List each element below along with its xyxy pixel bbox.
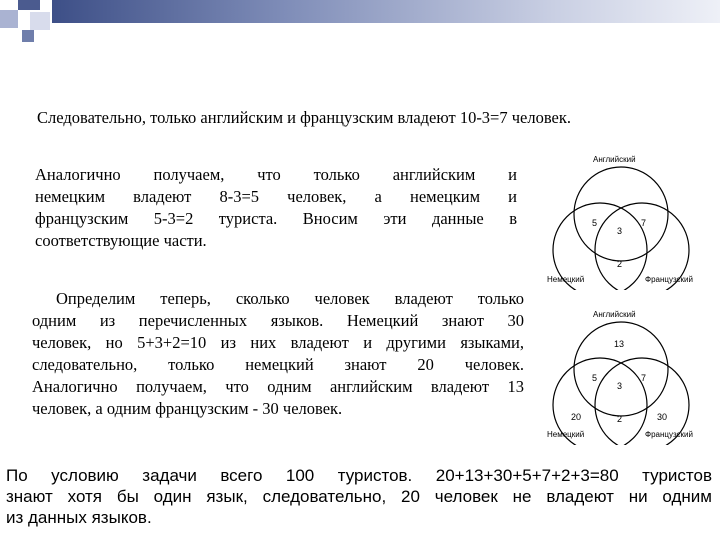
paragraph-english-french: Следовательно, только английским и французским владеют 10-3=7 человек. [37, 108, 572, 127]
text-line: соответствующие части. [35, 231, 207, 250]
label-german: Немецкий [547, 430, 585, 439]
text-line: следовательно, только немецкий знают 20 человек. [32, 355, 524, 374]
text-line: человек, но 5+3+2=10 из них владеют и другими языками, [32, 333, 524, 352]
text-line: Определим теперь, сколько человек владеют только [56, 289, 524, 308]
text-line: Аналогично получаем, что только английским и [35, 165, 517, 184]
value-center: 3 [617, 381, 623, 391]
venn-diagram-1 [545, 150, 715, 290]
header-gradient-bar [52, 0, 720, 23]
value-center: 3 [617, 226, 623, 236]
text-line: из данных языков. [6, 508, 152, 527]
text-line: знают хотя бы один язык, следовательно, 20 человек не владеют ни одним [6, 487, 712, 506]
value-only-ger: 20 [571, 412, 582, 422]
value-eng-fr: 7 [641, 373, 647, 383]
paragraph-single-language [32, 288, 524, 420]
text-line: Аналогично получаем, что одним английским владеют 13 [32, 377, 524, 396]
text-line: немецким владеют 8-3=5 человек, а немецким и [35, 187, 517, 206]
label-english: Английский [593, 310, 636, 319]
decor-square-small [22, 30, 34, 42]
label-french: Французский [645, 275, 693, 284]
text-line: французским 5-3=2 туриста. Вносим эти данные в [35, 209, 517, 228]
paragraph-analogous [35, 164, 517, 252]
decor-square-mid [0, 10, 18, 28]
value-ger-fr: 2 [617, 414, 623, 424]
circle-english [574, 167, 668, 261]
text-line: одним из перечисленных языков. Немецкий знают 30 [32, 311, 524, 330]
venn-diagram-2 [545, 305, 715, 445]
paragraph-conclusion [6, 465, 712, 528]
circle-english [574, 322, 668, 416]
label-german: Немецкий [547, 275, 585, 284]
value-ger-fr: 2 [617, 259, 623, 269]
text-line: По условию задачи всего 100 туристов. 20+13+30+5+7+2+3=80 туристов [6, 466, 712, 485]
text-line: человек, а одним французским - 30 человек. [32, 399, 343, 418]
decor-square-dark [18, 0, 40, 10]
value-only-eng: 13 [614, 339, 625, 349]
label-french: Французский [645, 430, 693, 439]
label-english: Английский [593, 155, 636, 164]
value-only-fr: 30 [657, 412, 668, 422]
value-eng-ger: 5 [592, 373, 598, 383]
value-eng-ger: 5 [592, 218, 598, 228]
decor-square-light [30, 12, 50, 30]
value-eng-fr: 7 [641, 218, 647, 228]
